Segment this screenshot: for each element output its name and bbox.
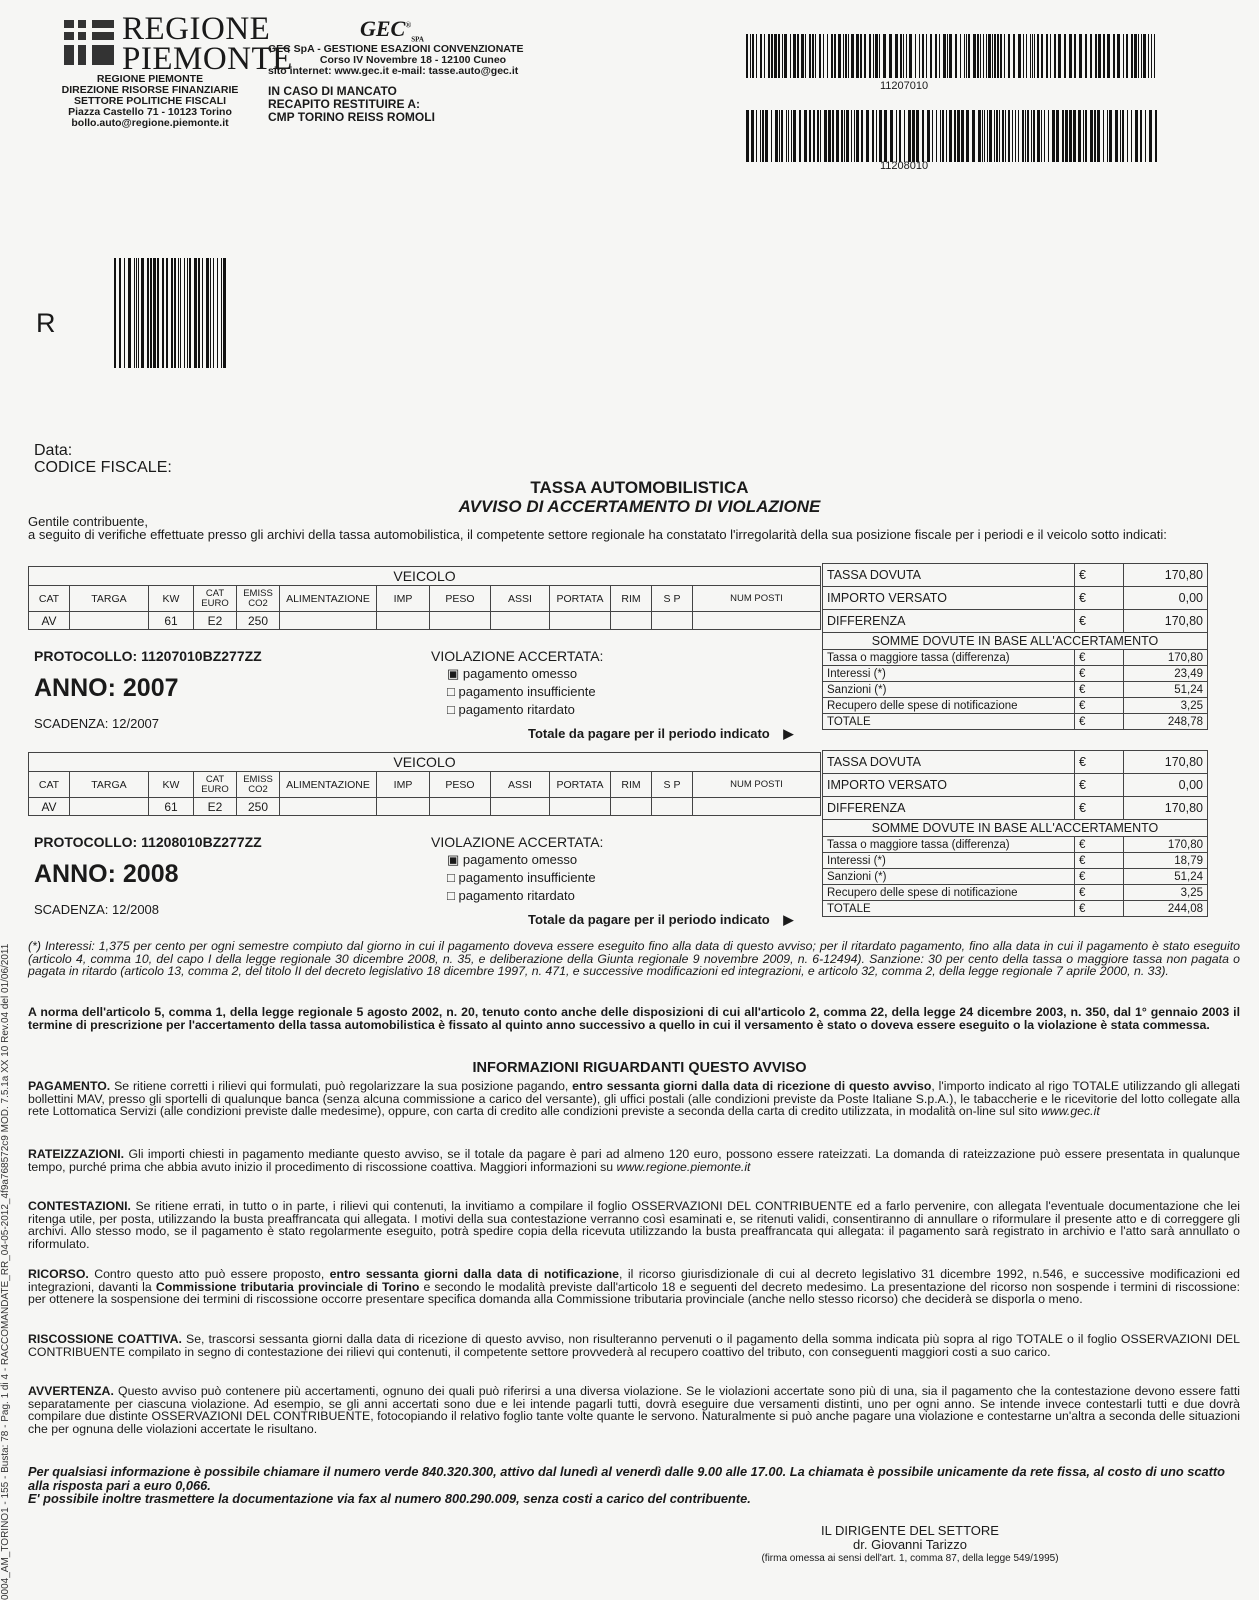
- protocollo-2007: PROTOCOLLO: 11207010BZ277ZZ: [34, 648, 262, 664]
- prescrizione-note: A norma dell'articolo 5, comma 1, della legge regionale 5 agosto 2002, n. 20, tenuto conto anche delle disposizioni di cui all'articolo 2, comma 22, della legge 24 dicembre 2003, n. 350, dal 1° gennaio 2003 il termine di prescrizione per l'accertamento della tassa automobilistica è fissato al quinto anno successivo a quello in cui il versamento è stato o doveva essere eseguito o la violazione è stata commessa.: [28, 1005, 1240, 1032]
- gec-address-block: GEC SpA - GESTIONE ESAZIONI CONVENZIONATE Corso IV Novembre 18 - 12100 Cuneo sito internet: www.gec.it e-mail: tasse.auto@gec.it: [268, 43, 524, 77]
- check-ritardato-2007: □ pagamento ritardato: [447, 702, 575, 717]
- section-pagamento: PAGAMENTO. Se ritiene corretti i rilievi qui formulati, può regolarizzare la sua posizione pagando, entro sessanta giorni dalla data di ricezione di questo avviso, l'importo indicato al rigo TOTALE utilizzando gli allegati bollettini MAV, presso gli sportelli di qualunque banca (senza alcuna commissione a carico del versante), gli uffici postali (alle condizioni previste da Poste Italiane S.p.A.), le tabaccherie e le ricevitorie del lotto collegate alla rete Lottomatica Servizi (alle condizioni previste dalle medesime), oppure, con carta di credito alle condizioni previste a seconda della carta di credito utilizzata, in modalità on-line sul sito www.gec.it: [28, 1079, 1241, 1119]
- check-insufficiente-2008: □ pagamento insufficiente: [447, 870, 596, 885]
- checkbox-empty-icon: □: [447, 870, 455, 885]
- anno-2007: ANNO: 2007: [34, 674, 179, 702]
- arrow-right-icon: ▶: [783, 726, 794, 741]
- signature-role: IL DIRIGENTE DEL SETTORE: [821, 1523, 999, 1538]
- interessi-note: (*) Interessi: 1,375 per cento per ogni semestre compiuto dal giorno in cui il pagamento doveva essere eseguito fino alla data di questo avviso; per il ritardato pagamento, fino alla data in cui il pagamento è stato eseguito (articolo 4, comma 10, del capo I della legge regionale 30 dicembre 2008, n. 35, e deliberazione della Giunta regionale 9 novembre 2009, n. 6-12494). Sanzione: 30 per cento della tassa o maggiore tassa non pagata o pagata in ritardo (articolo 13, comma 2, del titolo II del decreto legislativo 18 dicembre 1997, n. 471, e successive modificazioni ed integrazioni, e articolo 32, comma 2, della legge regionale 7 aprile 2000, n. 33).: [28, 939, 1240, 978]
- violazione-label: VIOLAZIONE ACCERTATA:: [431, 648, 604, 664]
- checkbox-empty-icon: □: [447, 684, 455, 699]
- section-contestazioni: CONTESTAZIONI. Se ritiene errati, in tutto o in parte, i rilievi qui contenuti, la invitiamo a compilare il foglio OSSERVAZIONI DEL CONTRIBUENTE ed a farlo pervenire, con allegata l'eventuale documentazione che lei ritenga utile, per posta, utilizzando la busta preaffrancata qui allegata. I motivi della sua contestazione verranno così esaminati e, se ritenuti validi, consentiranno di annullare o riformulare il presente atto e di correggere gli archivi. Allo stesso modo, se il pagamento è stato regolarmente eseguito, potrà spedire copia della ricevuta utilizzando la busta preaffrancata qui allegata: il pagamento sarà registrato in archivio e l'atto sarà annullato o riformulato.: [28, 1199, 1240, 1251]
- vehicle-header: VEICOLO: [29, 753, 821, 772]
- totale-periodo-2008: Totale da pagare per il periodo indicato ▶: [528, 912, 794, 927]
- violazione-label: VIOLAZIONE ACCERTATA:: [431, 834, 604, 850]
- scadenza-2008: SCADENZA: 12/2008: [34, 902, 160, 917]
- check-ritardato-2008: □ pagamento ritardato: [447, 888, 575, 903]
- checkbox-empty-icon: □: [447, 702, 455, 717]
- greeting: Gentile contribuente,: [28, 514, 148, 529]
- side-print-code: 0004_AM_TORINO1 - 155 - Busta: 78 - Pag. 1 di 4 - RACCOMANDATE_RR_04-05-2012_4f9a768572c9 MOD. 7.5.1a XX 10 Rev.04 del 01/06/2011: [0, 943, 11, 1600]
- data-label: Data:: [34, 442, 73, 459]
- barcode-top-number: 11207010: [880, 80, 929, 92]
- section-riscossione: RISCOSSIONE COATTIVA. Se, trascorsi sessanta giorni dalla data di ricezione di questo avviso, non risulteranno pervenuti o il pagamento della somma indicata più sopra al rigo TOTALE o il foglio OSSERVAZIONI DEL CONTRIBUENTE compilato in segno di contestazione dei rilievi qui contenuti, il competente settore provvederà al recupero coattivo del tributo, con conseguenti maggiori costi a suo carico.: [28, 1332, 1240, 1359]
- info-title: INFORMAZIONI RIGUARDANTI QUESTO AVVISO: [472, 1060, 807, 1076]
- check-insufficiente-2007: □ pagamento insufficiente: [447, 684, 596, 699]
- arrow-right-icon: ▶: [783, 912, 794, 927]
- recipient-block: [34, 442, 172, 476]
- gec-logo: $GEC®_{SPA}$: [360, 16, 424, 44]
- contact-info: Per qualsiasi informazione è possibile chiamare il numero verde 840.320.300, attivo dal lunedì al venerdì dalle 9.00 alle 17.00. La chiamata è possibile unicamente da rete fissa, al costo di uno scatto alla risposta pari a euro 0,066. E' possibile inoltre trasmettere la documentazione via fax al numero 800.290.009, senza costi a carico del contribuente.: [28, 1464, 1225, 1506]
- check-omesso-2007: ▣ pagamento omesso: [447, 666, 578, 681]
- vehicle-header: VEICOLO: [29, 567, 821, 586]
- checkbox-checked-icon: ▣: [447, 666, 460, 681]
- barcode-middle-number: 11208010: [880, 160, 929, 172]
- regione-piemonte-logo-mark: [64, 18, 116, 68]
- regione-address-block: REGIONE PIEMONTE DIREZIONE RISORSE FINANZIARIE SETTORE POLITICHE FISCALI Piazza Castello 71 - 10123 Torino bollo.auto@regione.piemonte.it: [61, 73, 239, 129]
- signature-block: [640, 1524, 1180, 1566]
- codice-fiscale-label: CODICE FISCALE:: [34, 459, 172, 476]
- checkbox-checked-icon: ▣: [447, 852, 460, 867]
- check-omesso-2008: ▣ pagamento omesso: [447, 852, 578, 867]
- barcode-top: [746, 34, 1159, 78]
- document-title: TASSA AUTOMOBILISTICA: [530, 478, 749, 497]
- vehicle-table-2008: VEICOLO CAT TARGA KW CAT EURO EMISS CO2 ALIMENTAZIONE IMP PESO ASSI PORTATA RIM S P NUM POSTI AV 61 E2 250: [28, 752, 821, 816]
- totale-periodo-2007: Totale da pagare per il periodo indicato ▶: [528, 726, 794, 741]
- amounts-table-2008: TASSA DOVUTA € 170,80 IMPORTO VERSATO € 0,00 DIFFERENZA € 170,80 SOMME DOVUTE IN BASE ALL'ACCERTAMENTO Tassa o maggiore tassa (differenza) € 170,80 Interessi (*) € 18,79 Sanzioni (*) € 51,24 Recupero delle spese di notificazione € 3,25 TOTALE € 244,08: [822, 750, 1208, 917]
- vehicle-table-2007: VEICOLO CAT TARGA KW CAT EURO EMISS CO2 ALIMENTAZIONE IMP PESO ASSI PORTATA RIM S P NUM POSTI AV 61 E2 250: [28, 566, 821, 630]
- raccomandata-letter: R: [36, 308, 56, 338]
- anno-2008: ANNO: 2008: [34, 860, 179, 888]
- return-address-block: IN CASO DI MANCATO RECAPITO RESTITUIRE A: CMP TORINO REISS ROMOLI: [268, 84, 435, 124]
- signature-name: dr. Giovanni Tarizzo: [853, 1537, 967, 1552]
- barcode-middle: [746, 110, 1159, 162]
- checkbox-empty-icon: □: [447, 888, 455, 903]
- scadenza-2007: SCADENZA: 12/2007: [34, 716, 160, 731]
- barcode-recipient: [114, 258, 227, 368]
- section-avvertenza: AVVERTENZA. Questo avviso può contenere più accertamenti, ognuno dei quali può riferirsi a una diversa violazione. Se le violazioni accertate sono più di una, sia il pagamento che la contestazione devono essere fatti separatamente per ciascuna violazione. Ad esempio, se gli anni accertati sono due e lei intende pagarli tutti, dovrà eseguire due versamenti distinti, uno per ogni anno. Se intende invece contestarli tutti e due dovrà compilare due distinte OSSERVAZIONI DEL CONTRIBUENTE, fotocopiando il relativo foglio tante volte quante le servono. Naturalmente si può anche pagare una violazione e contestarne un'altra a seconda delle situazioni che per ognuna delle violazioni accertate le risultano.: [28, 1384, 1240, 1436]
- protocollo-2008: PROTOCOLLO: 11208010BZ277ZZ: [34, 834, 262, 850]
- section-ricorso: RICORSO. Contro questo atto può essere proposto, entro sessanta giorni dalla data di notificazione, il ricorso giurisdizionale di cui al decreto legislativo 31 dicembre 1992, n.546, e successive modificazioni ed integrazioni, davanti la Commissione tributaria provinciale di Torino e secondo le modalità previste dall'articolo 18 e seguenti del decreto medesimo. La presentazione del ricorso non sospende i termini di riscossione: per ottenere la sospensione dei termini di riscossione occorre presentare specifica domanda alla Commissione tributaria provinciale (anche nello stesso ricorso) che deciderà se disporla o meno.: [28, 1267, 1241, 1307]
- regione-piemonte-logo-text: REGIONE PIEMONTE: [122, 11, 293, 77]
- document-subtitle: AVVISO DI ACCERTAMENTO DI VIOLAZIONE: [458, 497, 821, 516]
- signature-note: (firma omessa ai sensi dell'art. 1, comma 87, della legge 549/1995): [761, 1553, 1059, 1564]
- amounts-table-2007: TASSA DOVUTA € 170,80 IMPORTO VERSATO € 0,00 DIFFERENZA € 170,80 SOMME DOVUTE IN BASE ALL'ACCERTAMENTO Tassa o maggiore tassa (differenza) € 170,80 Interessi (*) € 23,49 Sanzioni (*) € 51,24 Recupero delle spese di notificazione € 3,25 TOTALE € 248,78: [822, 563, 1208, 730]
- section-rateizzazioni: RATEIZZAZIONI. Gli importi chiesti in pagamento mediante questo avviso, se il totale da pagare è pari ad almeno 120 euro, possono essere rateizzati. La domanda di rateizzazione può essere presentata in qualunque tempo, purché prima che abbia avuto inizio il procedimento di riscossione coattiva. Maggiori informazioni su www.regione.piemonte.it: [28, 1147, 1240, 1174]
- intro-text: a seguito di verifiche effettuate presso gli archivi della tassa automobilistica, il competente settore regionale ha constatato l'irregolarità della sua posizione fiscale per i periodi e il veicolo sotto indicati:: [28, 527, 1167, 542]
